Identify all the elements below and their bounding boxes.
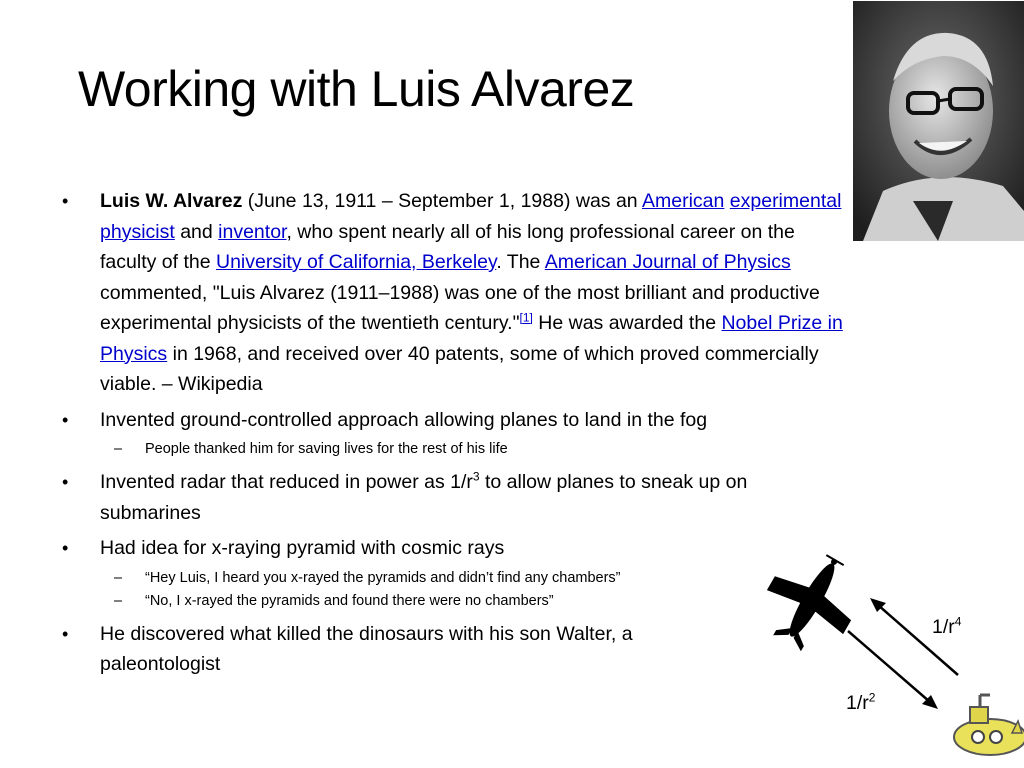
bio-text: He was awarded the: [532, 312, 722, 334]
link-inventor[interactable]: inventor: [218, 220, 287, 243]
sub-bullet-hey-luis: [60, 566, 850, 590]
label-inverse-r2: [846, 692, 875, 715]
sub-bullet-text: “Hey Luis, I heard you x-rayed the pyramids and didn’t find any chambers”: [145, 569, 621, 586]
bullet-text: Invented ground-controlled approach allowing planes to land in the fog: [100, 408, 708, 431]
link-nobel-prize-physics[interactable]: Nobel Prize in Physics: [100, 312, 843, 365]
label-base: 1/r: [932, 616, 955, 638]
link-american[interactable]: American: [641, 190, 725, 212]
sub-bullet-saving-lives: [60, 437, 850, 461]
bullet-marker: •: [62, 409, 69, 430]
sub-bullet-marker: –: [114, 592, 123, 609]
label-exponent: 4: [954, 614, 962, 629]
bullet-radar: [60, 467, 835, 528]
submarine-icon: [954, 695, 1024, 755]
label-inverse-r4: [932, 616, 961, 639]
bullet-text: Had idea for x-raying pyramid with cosmic rays: [100, 537, 505, 559]
label-base: 1/r: [846, 692, 869, 714]
radar-exponent: 3: [472, 469, 480, 484]
bullet-text: He discovered what killed the dinosaurs with his son Walter, a paleontologist: [100, 622, 633, 675]
bullet-text: Invented radar that reduced in power as 1/r: [100, 471, 473, 493]
bullet-marker: •: [62, 538, 69, 558]
bio-text: commented, "Luis Alvarez (1911–1988) was one of the most brilliant and productive experimental physicists of the twentieth century.": [100, 281, 820, 334]
airplane-icon: [750, 545, 874, 665]
bullet-marker: •: [62, 191, 69, 211]
bullet-text: to allow planes to sneak up on submarines: [100, 471, 748, 524]
sub-bullet-marker: –: [114, 441, 123, 457]
link-experimental-physicist[interactable]: experimental physicist: [100, 190, 842, 243]
link-uc-berkeley[interactable]: University of California, Berkeley: [215, 251, 497, 273]
sub-bullet-marker: –: [114, 569, 123, 586]
portrait-photo: [853, 1, 1024, 241]
link-reference-1[interactable]: [1]: [519, 310, 533, 325]
bullet-marker: •: [62, 623, 69, 644]
bio-text: , who spent nearly all of his long professional career on the faculty of the: [100, 220, 795, 273]
bullet-dinosaurs: [60, 619, 750, 680]
link-american-journal-of-physics[interactable]: American Journal of Physics: [544, 251, 791, 273]
label-exponent: 2: [868, 690, 876, 705]
slide-title: Working with Luis Alvarez: [78, 61, 635, 117]
bullet-alvarez-bio: [60, 186, 850, 400]
bullet-pyramid-xray: [60, 533, 760, 564]
sub-bullet-text: People thanked him for saving lives for the rest of his life: [145, 441, 508, 457]
alvarez-name: Luis W. Alvarez: [100, 190, 243, 212]
bio-text: . The: [496, 251, 545, 273]
bio-text: (June 13, 1911 – September 1, 1988) was an: [242, 190, 642, 212]
sub-bullet-text: “No, I x-rayed the pyramids and found there were no chambers”: [145, 592, 554, 609]
radar-diagram: [750, 545, 1024, 768]
bio-text: in 1968, and received over 40 patents, some of which proved commercially viable. – Wikipedia: [100, 342, 819, 395]
bullet-marker: •: [62, 472, 69, 492]
sub-bullet-no-chambers: [60, 589, 850, 613]
bullet-list: [60, 186, 850, 685]
bullet-ground-controlled-approach: [60, 405, 850, 436]
bio-text: and: [174, 220, 219, 243]
